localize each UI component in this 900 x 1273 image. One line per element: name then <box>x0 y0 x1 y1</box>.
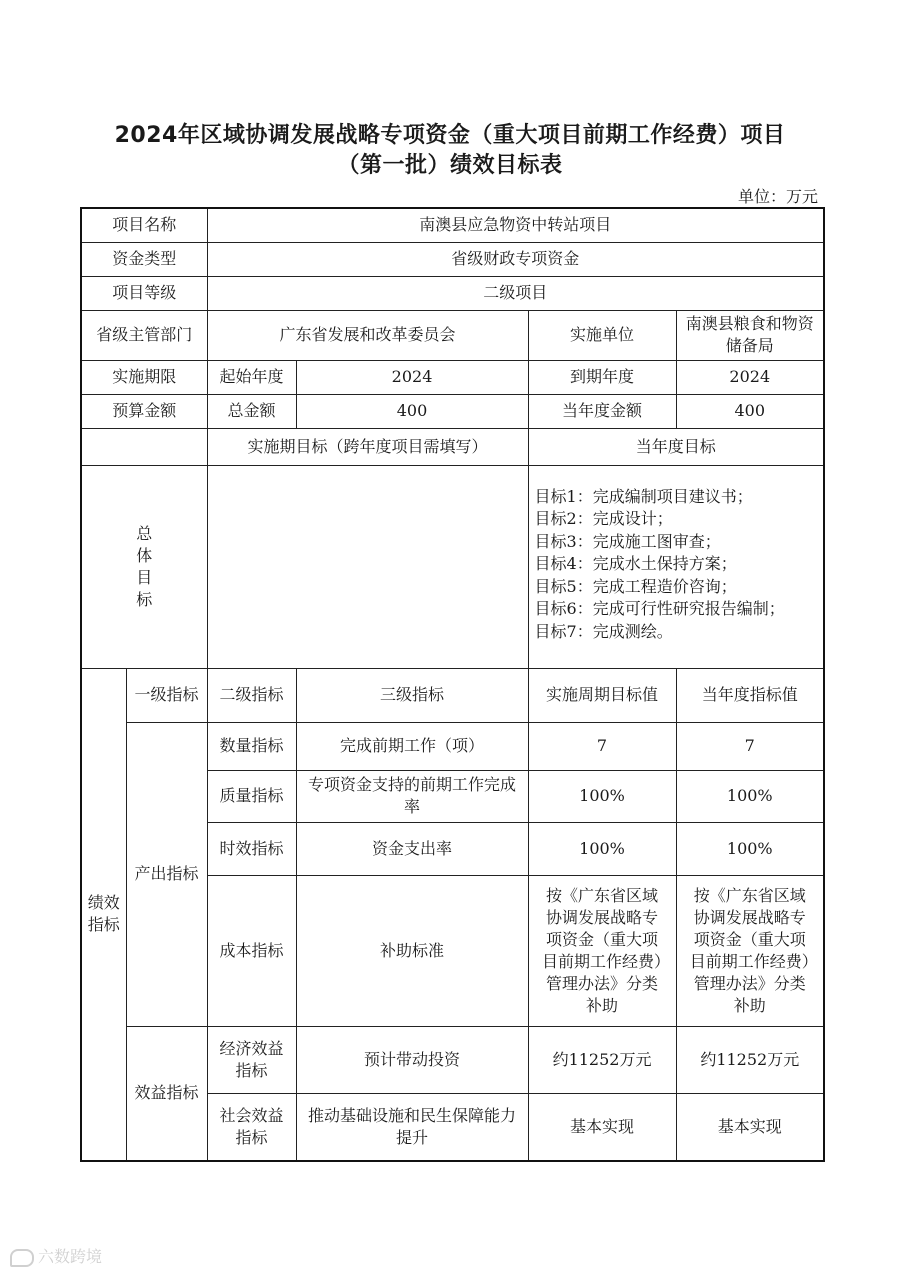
goal-item: 目标6：完成可行性研究报告编制； <box>534 599 785 618</box>
header-level2: 二级指标 <box>207 668 296 722</box>
year-target-cell: 100% <box>676 770 824 822</box>
level3-cell: 资金支出率 <box>296 822 528 875</box>
overall-goal-label <box>81 465 207 668</box>
row-department <box>81 310 824 360</box>
year-goal-header: 当年度目标 <box>528 428 824 465</box>
label-total: 总金额 <box>207 394 296 428</box>
header-year-target: 当年度指标值 <box>676 668 824 722</box>
level3-cell: 补助标准 <box>296 875 528 1026</box>
unit-label: 单位：万元 <box>737 187 818 206</box>
goal-item: 目标1：完成编制项目建议书； <box>534 486 753 506</box>
goal-item: 目标4：完成水土保持方案； <box>534 554 737 573</box>
page-title-line2: （第一批）绩效目标表 <box>337 153 563 178</box>
level3-cell: 预计带动投资 <box>296 1026 528 1093</box>
watermark <box>10 1244 102 1267</box>
benefit-indicator-label: 效益指标 <box>126 1026 207 1161</box>
section-label-line: 绩效 <box>87 893 120 913</box>
year-goal-content <box>528 465 824 668</box>
row-overall-goal <box>81 465 824 668</box>
performance-table <box>80 207 825 1162</box>
row-fund-type <box>81 242 824 276</box>
table-row <box>81 722 824 770</box>
value-fund-type: 省级财政专项资金 <box>207 242 824 276</box>
year-target-cell: 基本实现 <box>676 1093 824 1161</box>
goal-item: 目标2：完成设计； <box>534 509 673 528</box>
level3-cell: 专项资金支持的前期工作完成率 <box>296 770 528 822</box>
level2-cell: 经济效益指标 <box>207 1026 296 1093</box>
value-total: 400 <box>296 394 528 428</box>
label-project-name: 项目名称 <box>81 208 207 242</box>
section-label-line: 指标 <box>87 915 120 935</box>
value-year-amount: 400 <box>676 394 824 428</box>
page-title-line1: 2024年区域协调发展战略专项资金（重大项目前期工作经费）项目 <box>114 123 786 148</box>
label-year-amount: 当年度金额 <box>528 394 676 428</box>
label-project-level: 项目等级 <box>81 276 207 310</box>
row-project-level <box>81 276 824 310</box>
watermark-text: 六数跨境 <box>38 1247 103 1266</box>
header-level3: 三级指标 <box>296 668 528 722</box>
row-project-name <box>81 208 824 242</box>
performance-indicator-label <box>81 668 126 1161</box>
level2-cell: 数量指标 <box>207 722 296 770</box>
chat-bubble-icon <box>10 1249 34 1267</box>
level3-cell: 推动基础设施和民生保障能力提升 <box>296 1093 528 1161</box>
period-target-cell: 100% <box>528 770 676 822</box>
label-period: 实施期限 <box>81 360 207 394</box>
label-budget: 预算金额 <box>81 394 207 428</box>
overall-goal-char: 体 <box>136 545 153 565</box>
level2-cell: 质量指标 <box>207 770 296 822</box>
level2-cell: 时效指标 <box>207 822 296 875</box>
header-level1: 一级指标 <box>126 668 207 722</box>
year-target-cell: 按《广东省区域协调发展战略专项资金（重大项目前期工作经费）管理办法》分类补助 <box>676 875 824 1026</box>
level2-cell: 成本指标 <box>207 875 296 1026</box>
value-project-level: 二级项目 <box>207 276 824 310</box>
label-start-year: 起始年度 <box>207 360 296 394</box>
overall-goal-char: 总 <box>136 523 153 543</box>
level2-cell: 社会效益指标 <box>207 1093 296 1161</box>
header-period-target: 实施周期目标值 <box>528 668 676 722</box>
value-project-name: 南澳县应急物资中转站项目 <box>207 208 824 242</box>
level3-cell: 完成前期工作（项） <box>296 722 528 770</box>
row-goal-headers <box>81 428 824 465</box>
row-budget <box>81 394 824 428</box>
period-target-cell: 100% <box>528 822 676 875</box>
label-end-year: 到期年度 <box>528 360 676 394</box>
table-row <box>81 1026 824 1093</box>
period-goal-content <box>207 465 528 668</box>
year-target-cell: 约11252万元 <box>676 1026 824 1093</box>
period-target-cell: 按《广东省区域协调发展战略专项资金（重大项目前期工作经费）管理办法》分类补助 <box>528 875 676 1026</box>
row-indicator-headers <box>81 668 824 722</box>
goal-item: 目标3：完成施工图审查； <box>534 531 721 551</box>
goal-item: 目标5：完成工程造价咨询； <box>534 576 737 596</box>
year-target-cell: 100% <box>676 822 824 875</box>
label-fund-type: 资金类型 <box>81 242 207 276</box>
value-impl-unit: 南澳县粮食和物资储备局 <box>676 310 824 360</box>
period-target-cell: 约11252万元 <box>528 1026 676 1093</box>
year-target-cell: 7 <box>676 722 824 770</box>
goal-header-blank <box>81 428 207 465</box>
value-start-year: 2024 <box>296 360 528 394</box>
value-end-year: 2024 <box>676 360 824 394</box>
label-department: 省级主管部门 <box>81 310 207 360</box>
row-period <box>81 360 824 394</box>
value-department: 广东省发展和改革委员会 <box>207 310 528 360</box>
period-goal-header: 实施期目标（跨年度项目需填写） <box>207 428 528 465</box>
period-target-cell: 基本实现 <box>528 1093 676 1161</box>
output-indicator-label: 产出指标 <box>126 722 207 1026</box>
goal-item: 目标7：完成测绘。 <box>534 621 673 641</box>
period-target-cell: 7 <box>528 722 676 770</box>
overall-goal-char: 目 <box>136 567 153 587</box>
label-impl-unit: 实施单位 <box>528 310 676 360</box>
overall-goal-char: 标 <box>136 589 153 609</box>
